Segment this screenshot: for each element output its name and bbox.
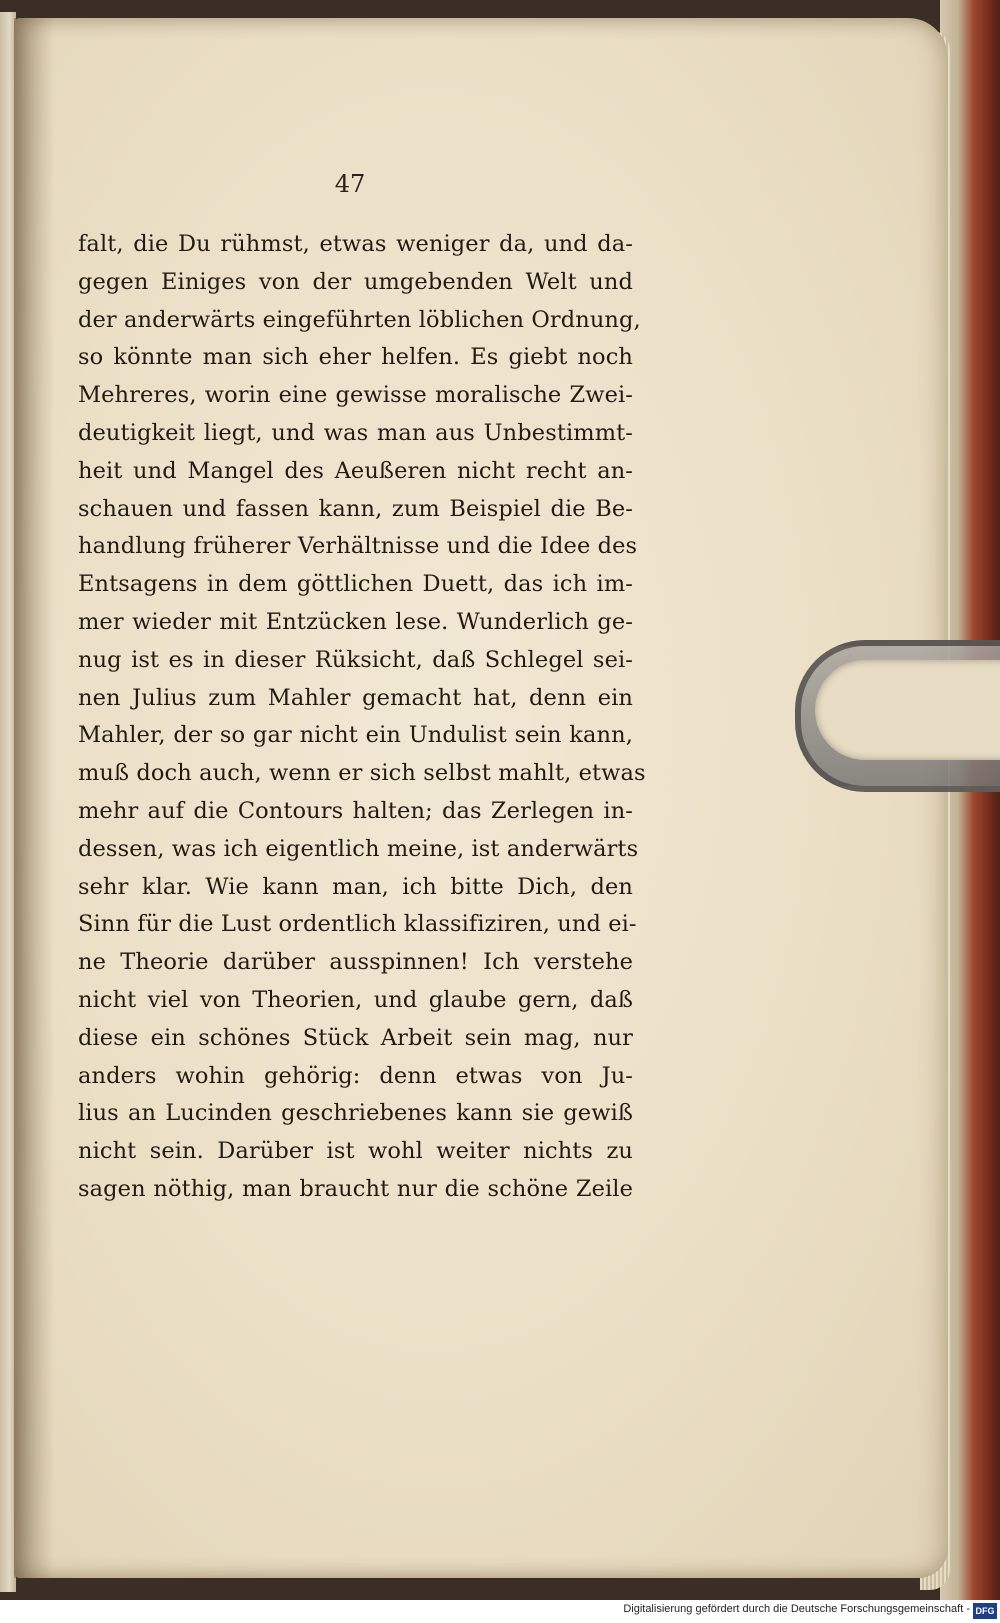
text-line: anders wohin gehörig: denn etwas von Ju- (78, 1062, 633, 1089)
footer-credit: Digitalisierung gefördert durch die Deutsche Forschungsgemeinschaft - (623, 1603, 970, 1615)
text-line: lius an Lucinden geschriebenes kann sie gewiß (78, 1100, 633, 1127)
text-line: ne Theorie darüber ausspinnen! Ich verstehe (78, 949, 633, 976)
text-line: gegen Einiges von der umgebenden Welt und (78, 268, 633, 295)
page-text-block (78, 226, 646, 1209)
text-line: muß doch auch, wenn er sich selbst mahlt, etwas (78, 760, 646, 787)
text-line: so könnte man sich eher helfen. Es giebt noch (78, 344, 633, 371)
text-line: mehr auf die Contours halten; das Zerlegen in- (78, 797, 633, 824)
text-line: Sinn für die Lust ordentlich klassifiziren, und ei- (78, 911, 637, 938)
text-line: dessen, was ich eigentlich meine, ist anderwärts (78, 835, 639, 862)
page-clip-opening (815, 660, 1000, 760)
page-gutter-shadow (14, 18, 54, 1578)
text-line: diese ein schönes Stück Arbeit sein mag, nur (78, 1024, 633, 1051)
text-line: Mehreres, worin eine gewisse moralische Zwei- (78, 382, 633, 409)
text-line: nicht sein. Darüber ist wohl weiter nichts zu (78, 1138, 633, 1165)
page-number: 47 (334, 170, 366, 198)
footer-bar (0, 1600, 1000, 1623)
dfg-logo-icon: DFG (973, 1603, 997, 1619)
text-line: heit und Mangel des Aeußeren nicht recht an- (78, 457, 633, 484)
text-line: der anderwärts eingeführten löblichen Ordnung, (78, 306, 641, 333)
text-line: falt, die Du rühmst, etwas weniger da, und da- (78, 231, 633, 257)
text-line: nicht viel von Theorien, und glaube gern, daß (78, 986, 633, 1013)
text-line: Mahler, der so gar nicht ein Undulist sein kann, (78, 722, 633, 749)
text-line: schauen und fassen kann, zum Beispiel die Be- (78, 495, 633, 522)
text-line: Entsagens in dem göttlichen Duett, das ich im- (78, 571, 633, 598)
text-line: sagen nöthig, man braucht nur die schöne Zeile (78, 1175, 633, 1202)
text-line: nen Julius zum Mahler gemacht hat, denn ein (78, 684, 633, 711)
text-line: deutigkeit liegt, und was man aus Unbestimmt- (78, 419, 633, 446)
text-line: handlung früherer Verhältnisse und die Idee des (78, 533, 638, 560)
text-line: mer wieder mit Entzücken lese. Wunderlich ge- (78, 608, 633, 635)
text-line: nug ist es in dieser Rüksicht, daß Schlegel sei- (78, 646, 633, 673)
text-line: sehr klar. Wie kann man, ich bitte Dich, den (78, 873, 633, 900)
